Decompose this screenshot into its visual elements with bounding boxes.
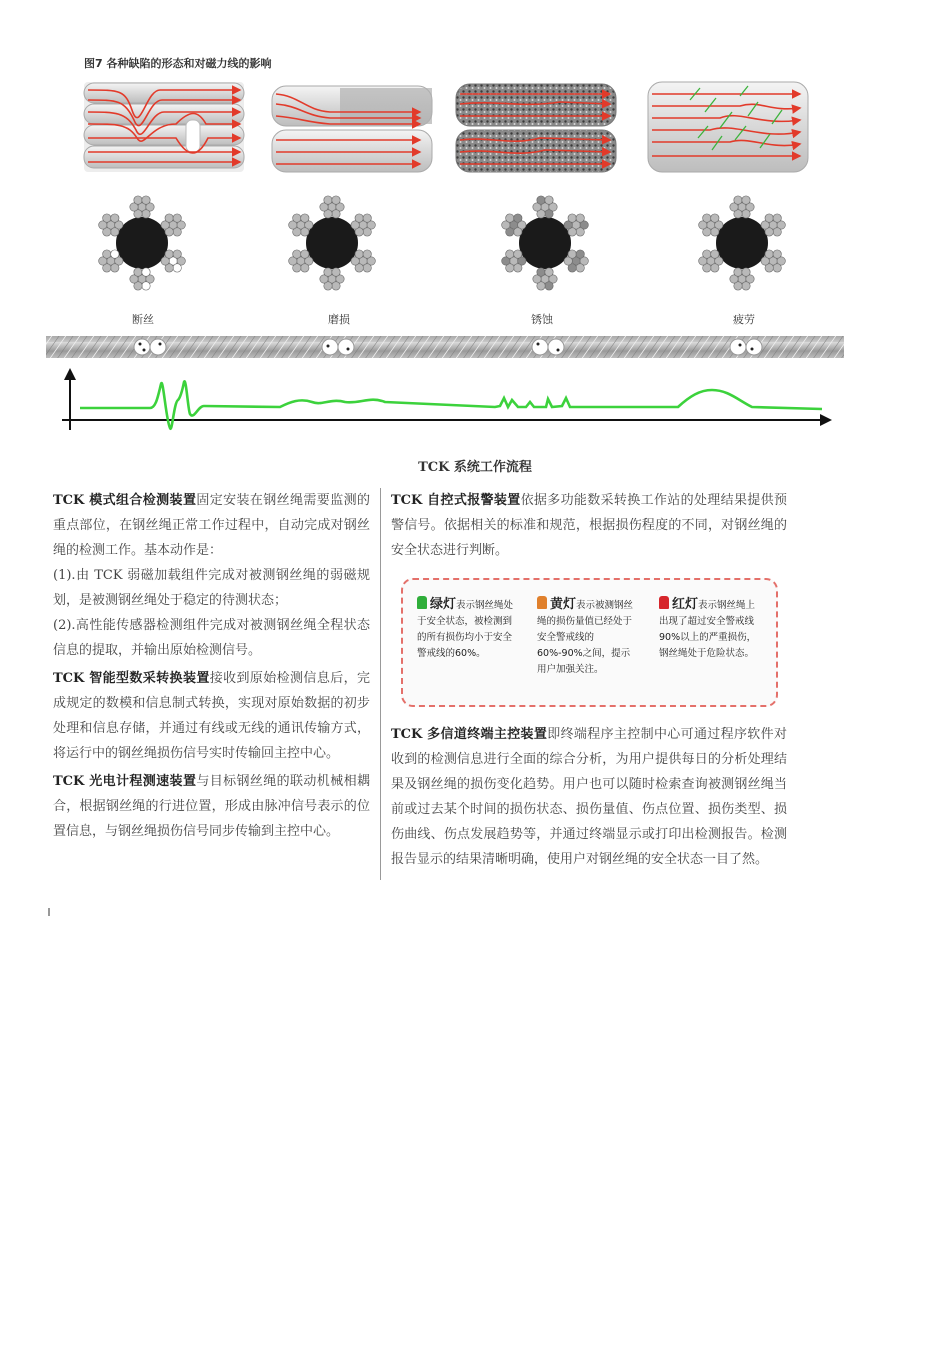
right-column-lower [391,722,787,872]
panel-fatigue [648,82,808,172]
rope-strip [46,336,844,358]
panel-broken-wire [84,82,244,172]
red-lamp-icon [659,596,669,609]
alarm-legend-box [401,578,778,707]
signal-plot [62,368,832,430]
term-alarm: TCK 自控式报警装置 [391,493,521,508]
alarm-yellow-text: 表示被测钢丝绳的损伤量值已经处于安全警戒线的60%-90%之间，提示用户加强关注。 [537,600,634,675]
cross-sections [99,196,786,290]
yellow-lamp-icon [537,596,547,609]
defect-label-fatigue: 疲劳 [733,313,755,326]
alarm-green-name: 绿灯 [430,597,457,612]
text-detection: 固定安装在钢丝绳需要监测的重点部位，在钢丝绳正常工作过程中，自动完成对钢丝绳的检测工作。基本动作是： [53,493,370,558]
figure-caption: 图7 各种缺陷的形态和对磁力线的影响 [84,57,272,70]
alarm-red [659,596,763,662]
defect-label-corrosion: 锈蚀 [531,313,553,326]
stray-mark [48,908,50,916]
term-terminal: TCK 多信道终端主控装置 [391,727,548,742]
paragraph-alarm [391,488,787,563]
alarm-red-text: 表示钢丝绳上出现了超过安全警戒线90%以上的严重损伤，钢丝绳处于危险状态。 [659,600,757,659]
green-lamp-icon [417,596,427,609]
paragraph-conversion [53,666,370,766]
column-divider [380,488,381,880]
right-column [391,488,787,563]
paragraph-odometer [53,769,370,844]
alarm-yellow-name: 黄灯 [550,597,577,612]
text-terminal: 即终端程序主控制中心可通过程序软件对收到的检测信息进行全面的综合分析，为用户提供每日的分析处理结果及钢丝绳的损伤变化趋势。用户也可以随时检索查询被测钢丝绳当前或过去某个时间的损伤状态、损伤量值、伤点位置、损伤类型、损伤曲线、伤点发展趋势等，并通过终端显示或打印出检测报告。检测报告显示的结果清晰明确，使用户对钢丝绳的安全状态一目了然。 [391,727,787,867]
alarm-green-text: 表示钢丝绳处于安全状态，被检测到的所有损伤均小于安全警戒线的60%。 [417,600,514,659]
paragraph-step-2: (2).高性能传感器检测组件完成对被测钢丝绳全程状态信息的提取，并输出原始检测信号。 [53,618,370,658]
alarm-yellow [537,596,639,678]
text-alarm: 依据多功能数采转换工作站的处理结果提供预警信号。依据相关的标准和规范，根据损伤程度的不同，对钢丝绳的安全状态进行判断。 [391,493,787,558]
text-odometer: 与目标钢丝绳的联动机械相耦合，根据钢丝绳的行进位置，形成由脉冲信号表示的位置信息，与钢丝绳损伤信号同步传输到主控中心。 [53,774,370,839]
defect-label-broken: 断丝 [132,313,154,326]
alarm-green [417,596,519,662]
panel-corrosion [456,84,616,172]
paragraph-step-1: (1).由 TCK 弱磁加载组件完成对被测钢丝绳的弱磁规划，是被测钢丝绳处于稳定的待测状态； [53,568,370,608]
term-conversion: TCK 智能型数采转换装置 [53,671,210,686]
paragraph-terminal [391,722,787,872]
signal-curve [80,381,822,428]
alarm-red-name: 红灯 [672,597,699,612]
defect-figure [0,0,950,440]
term-odometer: TCK 光电计程测速装置 [53,774,197,789]
left-column [53,488,370,844]
section-title: TCK 系统工作流程 [418,460,532,475]
panel-wear [272,86,432,172]
term-detection: TCK 模式组合检测装置 [53,493,197,508]
paragraph-detection [53,488,370,563]
defect-label-wear: 磨损 [328,313,350,326]
text-conversion: 接收到原始检测信息后，完成规定的数模和信息制式转换，实现对原始数据的初步处理和信息存储，并通过有线或无线的通讯传输方式，将运行中的钢丝绳损伤信号实时传输回主控中心。 [53,671,370,761]
